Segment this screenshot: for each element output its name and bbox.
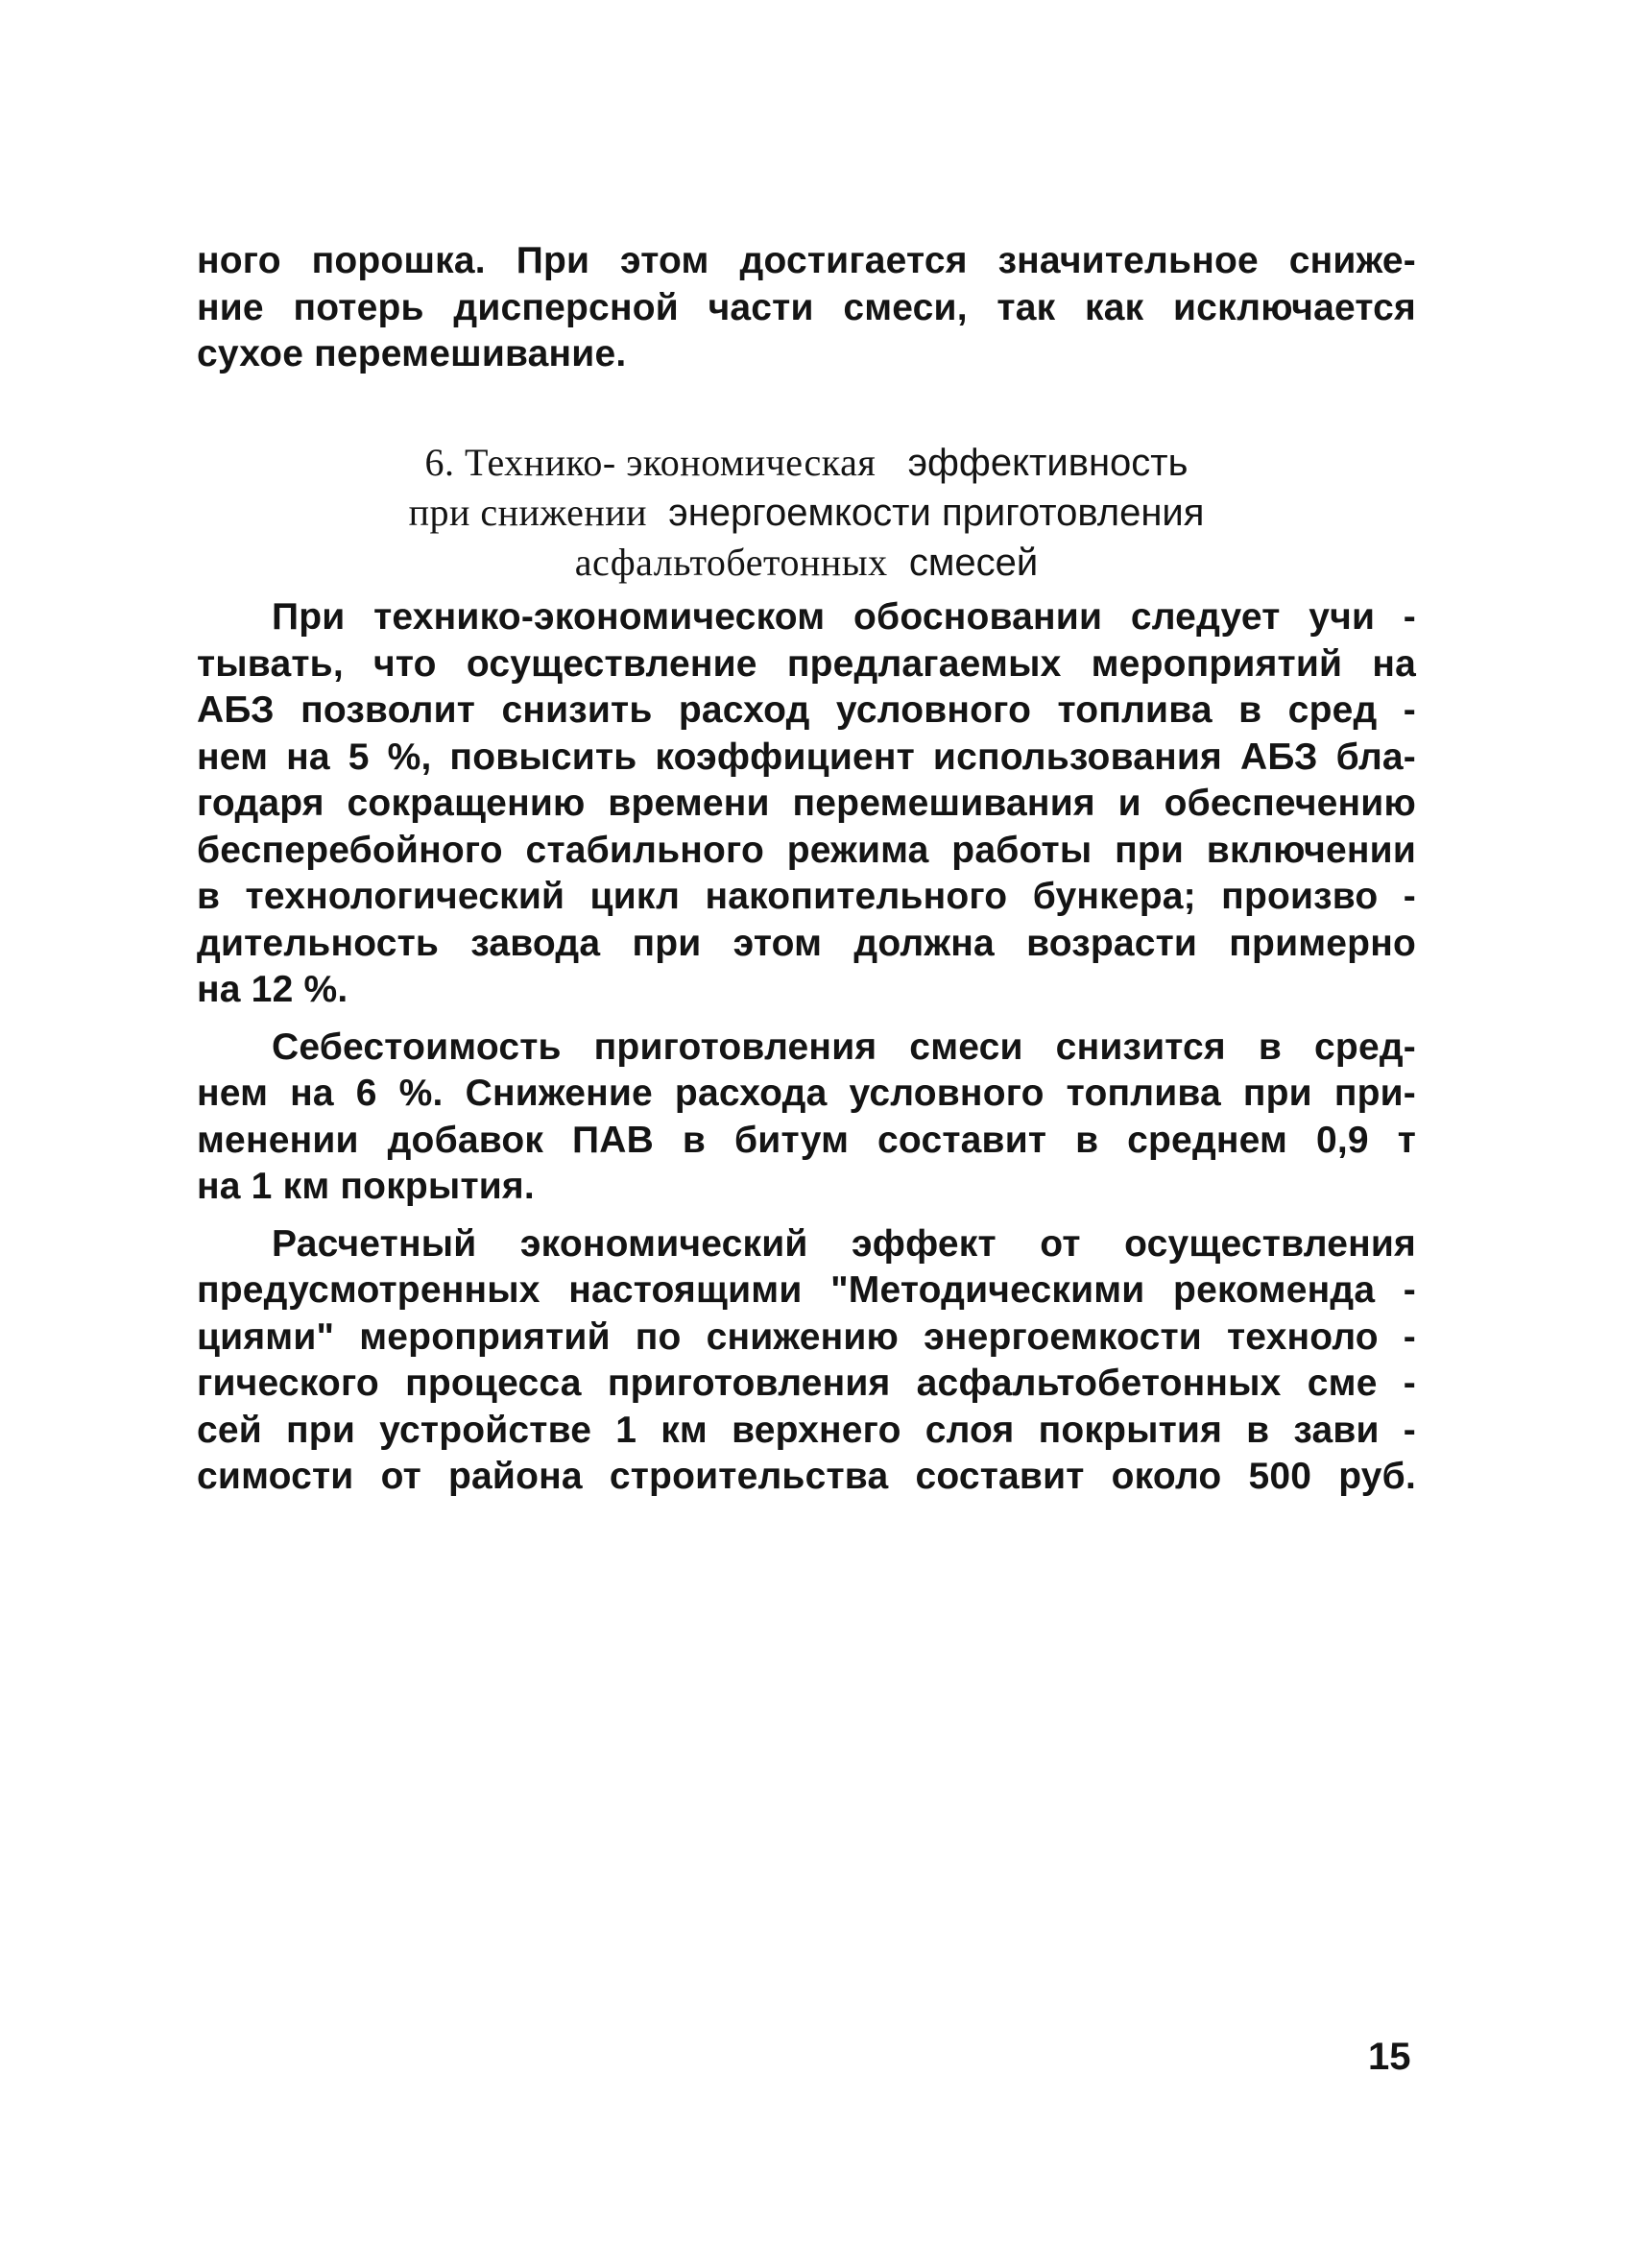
paragraph-1-line-2: тывать, что осуществление предлагаемых мероприятий на bbox=[197, 642, 1416, 685]
paragraph-3-line-3: циями" мероприятий по снижению энергоемкости техноло - bbox=[197, 1315, 1416, 1358]
intro-line-1: ного порошка. При этом достигается значительное сниже- bbox=[197, 240, 1416, 281]
heading-line-1 bbox=[197, 438, 1416, 488]
intro-paragraph bbox=[197, 238, 1416, 378]
paragraph-3-line-2: предусмотренных настоящими "Методическими рекоменда - bbox=[197, 1269, 1416, 1311]
paragraph-3-line-1: Расчетный экономический эффект от осуществления bbox=[272, 1222, 1416, 1265]
heading-line-2-part-b: энергоемкости приготовления bbox=[668, 492, 1205, 534]
paragraph-1-line-9: на 12 %. bbox=[197, 969, 348, 1010]
paragraph-2-line-2: нем на 6 %. Снижение расхода условного топлива при при- bbox=[197, 1073, 1416, 1114]
paragraph-1-line-1: При технико-экономическом обосновании следует учи - bbox=[272, 596, 1416, 638]
paragraph-2-line-1: Себестоимость приготовления смеси снизится в сред- bbox=[272, 1025, 1416, 1068]
paragraph-3-line-5: сей при устройстве 1 км верхнего слоя покрытия в зави - bbox=[197, 1409, 1416, 1451]
paragraph-2-line-4: на 1 км покрытия. bbox=[197, 1166, 535, 1207]
paragraph-1-line-4: нем на 5 %, повысить коэффициент использования АБЗ бла- bbox=[197, 736, 1416, 778]
heading-line-3-part-a: асфальтобетонных bbox=[574, 541, 888, 584]
paragraph-1-line-5: годаря сокращению времени перемешивания и обеспечению bbox=[197, 783, 1416, 824]
heading-line-1-part-b: эффективность bbox=[907, 442, 1189, 484]
body-text bbox=[197, 594, 1416, 1501]
paragraph-1-line-8: дительность завода при этом должна возрасти примерно bbox=[197, 922, 1416, 964]
intro-line-2: ние потерь дисперсной части смеси, так как исключается bbox=[197, 286, 1416, 328]
paragraph-1-line-7: в технологический цикл накопительного бункера; произво - bbox=[197, 876, 1416, 917]
paragraph-1 bbox=[197, 594, 1416, 1014]
paragraph-3 bbox=[197, 1221, 1416, 1501]
page-number: 15 bbox=[1368, 2036, 1411, 2078]
paragraph-3-line-6: симости от района строительства составит около 500 руб. bbox=[197, 1456, 1416, 1497]
paragraph-1-line-3: АБЗ позволит снизить расход условного топлива в сред - bbox=[197, 689, 1416, 731]
heading-line-3-part-b: смесей bbox=[908, 542, 1039, 584]
heading-line-1-part-a: 6. Технико- экономическая bbox=[424, 441, 877, 484]
paragraph-spacer bbox=[197, 1014, 1416, 1025]
section-heading bbox=[197, 438, 1416, 588]
paragraph-3-line-4: гического процесса приготовления асфальтобетонных сме - bbox=[197, 1363, 1416, 1404]
intro-line-3: сухое перемешивание. bbox=[197, 333, 627, 374]
heading-line-3 bbox=[197, 538, 1416, 588]
paragraph-2 bbox=[197, 1025, 1416, 1211]
heading-line-2-part-a: при снижении bbox=[408, 491, 648, 534]
paragraph-2-line-3: менении добавок ПАВ в битум составит в среднем 0,9 т bbox=[197, 1119, 1416, 1161]
paragraph-1-line-6: бесперебойного стабильного режима работы при включении bbox=[197, 829, 1416, 871]
paragraph-spacer bbox=[197, 1211, 1416, 1221]
heading-line-2 bbox=[197, 488, 1416, 538]
